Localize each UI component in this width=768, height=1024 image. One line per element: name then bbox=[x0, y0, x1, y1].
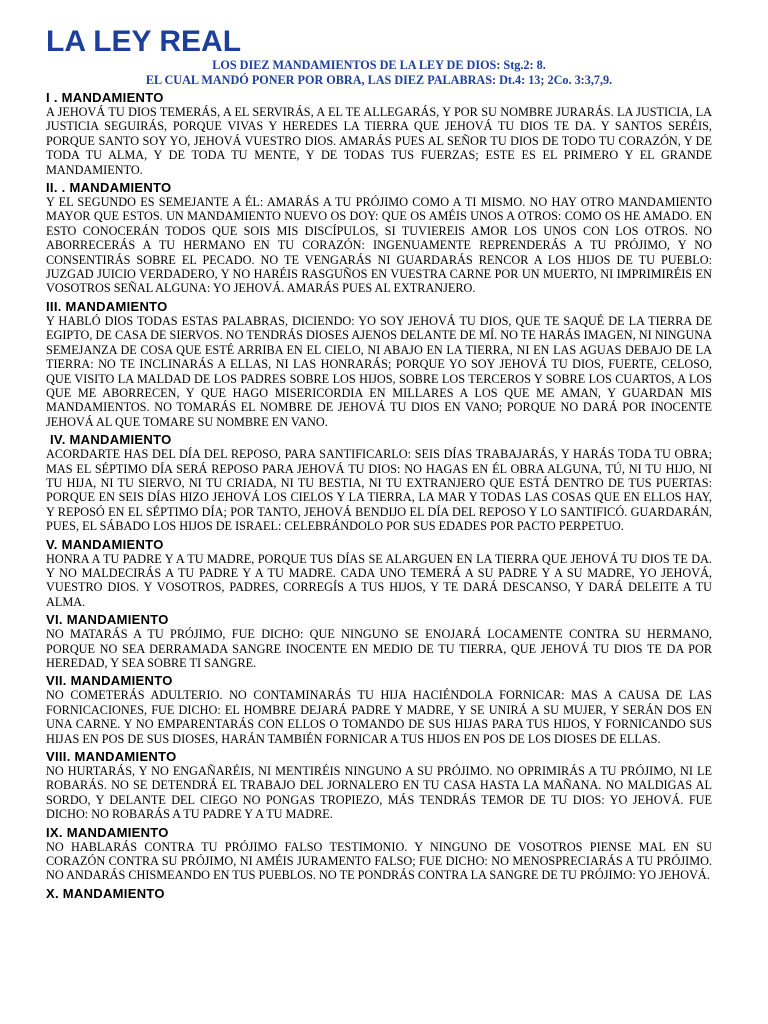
section-heading: VI. MANDAMIENTO bbox=[46, 612, 169, 628]
section-text: NO HURTARÁS, Y NO ENGAÑARÉIS, NI MENTIRÉIS NINGUNO A SU PRÓJIMO. NO OPRIMIRÁS A TU PRÓJIMO, NI LE ROBARÁS. NO SE DETENDRÁ EL TRABAJO DEL JORNALERO EN TU CASA HASTA LA MAÑANA. NO MALDIGAS AL SORDO, Y DELANTE DEL CIEGO NO PONGAS TROPIEZO, MÁS TENDRÁS TEMOR DE TU DIOS: YO JEHOVÁ. FUE DICHO: NO ROBARÁS A TU PADRE Y A TU MADRE. bbox=[46, 764, 712, 822]
section-heading: III. MANDAMIENTO bbox=[46, 298, 168, 314]
section-4 bbox=[46, 432, 712, 533]
section-10 bbox=[46, 886, 712, 901]
section-3 bbox=[46, 299, 712, 429]
section-text: NO COMETERÁS ADULTERIO. NO CONTAMINARÁS TU HIJA HACIÉNDOLA FORNICAR: MAS A CAUSA DE LAS FORNICACIONES, FUE DICHO: EL HOMBRE DEJARÁ PADRE Y MADRE, Y SE UNIRÁ A SU MUJER, Y SERÁN DOS EN UNA CARNE. Y NO EMPARENTARÁS CON ELLOS O TOMANDO DE SUS HIJAS PARA TUS HIJOS, Y FORNICANDO SUS HIJAS EN POS DE SUS DIOSES, HARÁN TAMBIÉN FORNICAR A TUS HIJOS EN POS DE LOS DIOSES DE ELLAS. bbox=[46, 688, 712, 746]
section-1 bbox=[46, 90, 712, 177]
section-heading: I . MANDAMIENTO bbox=[46, 90, 164, 105]
page-title: LA LEY REAL bbox=[46, 25, 242, 58]
section-text: ACORDARTE HAS DEL DÍA DEL REPOSO, PARA SANTIFICARLO: SEIS DÍAS TRABAJARÁS, Y HARÁS TODA TU OBRA; MAS EL SÉPTIMO DÍA SERÁ REPOSO PARA JEHOVÁ TU DIOS: NO HAGAS EN ÉL OBRA ALGUNA, TÚ, NI TU HIJO, NI TU HIJA, NI TU SIERVO, NI TU CRIADA, NI TU BESTIA, NI TU EXTRANJERO QUE ESTÁ DENTRO DE TUS PUERTAS: PORQUE EN SEIS DÍAS HIZO JEHOVÁ LOS CIELOS Y LA TIERRA, LA MAR Y TODAS LAS COSAS QUE EN ELLOS HAY, Y REPOSÓ EN EL SÉPTIMO DÍA; POR TANTO, JEHOVÁ BENDIJO EL DÍA DEL REPOSO Y LO SANTIFICÓ. GUARDARÁN, PUES, EL SÁBADO LOS HIJOS DE ISRAEL: CELEBRÁNDOLO POR SUS EDADES POR PACTO PERPETUO. bbox=[46, 447, 712, 534]
section-text: NO HABLARÁS CONTRA TU PRÓJIMO FALSO TESTIMONIO. Y NINGUNO DE VOSOTROS PIENSE MAL EN SU CORAZÓN CONTRA SU PRÓJIMO, NI AMÉIS JURAMENTO FALSO; FUE DICHO: NO MENOSPRECIARÁS A TU PRÓJIMO. NO ANDARÁS CHISMEANDO EN TUS PUEBLOS. NO TE PONDRÁS CONTRA LA SANGRE DE TU PRÓJIMO: YO JEHOVÁ. bbox=[46, 839, 712, 883]
section-heading: VIII. MANDAMIENTO bbox=[46, 749, 177, 765]
section-text: HONRA A TU PADRE Y A TU MADRE, PORQUE TUS DÍAS SE ALARGUEN EN LA TIERRA QUE JEHOVÁ TU DIOS TE DA. Y NO MALDECIRÁS A TU PADRE Y A TU MADRE. CADA UNO TEMERÁ A SU PADRE Y A SU MADRE, YO JEHOVÁ, VUESTRO DIOS. Y VOSOTROS, PADRES, CORREGÍS A TUS HIJOS, Y TE DARÁ DESCANSO, Y DARÁ DELEITE A TU ALMA. bbox=[46, 551, 712, 609]
section-7 bbox=[46, 673, 712, 746]
section-heading: X. MANDAMIENTO bbox=[46, 885, 165, 901]
subtitle-line-1: LOS DIEZ MANDAMIENTOS DE LA LEY DE DIOS: Stg.2: 8. bbox=[212, 58, 546, 72]
section-6 bbox=[46, 612, 712, 670]
section-text: Y HABLÓ DIOS TODAS ESTAS PALABRAS, DICIENDO: YO SOY JEHOVÁ TU DIOS, QUE TE SAQUÉ DE LA TIERRA DE EGIPTO, DE CASA DE SIERVOS. NO TENDRÁS DIOSES AJENOS DELANTE DE MÍ. NO TE HARÁS IMAGEN, NI NINGUNA SEMEJANZA DE COSA QUE ESTÉ ARRIBA EN EL CIELO, NI ABAJO EN LA TIERRA, NI EN LAS AGUAS DEBAJO DE LA TIERRA: NO TE INCLINARÁS A ELLAS, NI LAS HONRARÁS; PORQUE YO SOY JEHOVÁ TU DIOS, FUERTE, CELOSO, QUE VISITO LA MALDAD DE LOS PADRES SOBRE LOS HIJOS, SOBRE LOS TERCEROS Y SOBRE LOS CUARTOS, A LOS QUE ME ABORRECEN, Y QUE HAGO MISERICORDIA EN MILLARES A LOS QUE ME AMAN, Y GUARDAN MIS MANDAMIENTOS. NO TOMARÁS EL NOMBRE DE JEHOVÁ TU DIOS EN VANO; PORQUE NO DARÁ POR INOCENTE JEHOVÁ AL QUE TOMARE SU NOMBRE EN VANO. bbox=[46, 313, 712, 429]
section-heading: VII. MANDAMIENTO bbox=[46, 673, 173, 689]
section-9 bbox=[46, 825, 712, 883]
section-8 bbox=[46, 749, 712, 822]
section-text: Y EL SEGUNDO ES SEMEJANTE A ÉL: AMARÁS A TU PRÓJIMO COMO A TI MISMO. NO HAY OTRO MANDAMIENTO MAYOR QUE ESTOS. UN MANDAMIENTO NUEVO OS DOY: QUE OS AMÉIS UNOS A OTROS: COMO OS HE AMADO. EN ESTO CONOCERÁN TODOS QUE SOIS MIS DISCÍPULOS, SI TUVIEREIS AMOR LOS UNOS CON LOS OTROS. NO ABORRECERÁS A TU HERMANO EN TU CORAZÓN: INGENUAMENTE REPRENDERÁS A TU PRÓJIMO, Y NO CONSENTIRÁS SOBRE EL PECADO. NO TE VENGARÁS NI GUARDARÁS RENCOR A LOS HIJOS DE TU PUEBLO: JUZGAD JUICIO VERDADERO, Y NO HARÉIS RASGUÑOS EN VUESTRA CARNE POR UN MUERTO, NI IMPRIMIRÉIS EN VOSOTROS SEÑAL ALGUNA: YO JEHOVÁ. AMARÁS PUES AL EXTRANJERO. bbox=[46, 195, 712, 296]
section-text: A JEHOVÁ TU DIOS TEMERÁS, A EL SERVIRÁS, A EL TE ALLEGARÁS, Y POR SU NOMBRE JURARÁS. LA JUSTICIA, LA JUSTICIA SEGUIRÁS, PORQUE VIVAS Y HEREDES LA TIERRA QUE JEHOVÁ TU DIOS TE DA. Y SANTOS SERÉIS, PORQUE SANTO SOY YO, JEHOVÁ VUESTRO DIOS. AMARÁS PUES AL SEÑOR TU DIOS DE TODO TU CORAZÓN, Y DE TODA TU ALMA, Y DE TODA TU MENTE, Y DE TODAS TUS FUERZAS; ESTE ES EL PRIMERO Y EL GRANDE MANDAMIENTO. bbox=[46, 105, 712, 177]
section-heading: II. . MANDAMIENTO bbox=[46, 180, 172, 196]
subtitle-line-2: EL CUAL MANDÓ PONER POR OBRA, LAS DIEZ PALABRAS: Dt.4: 13; 2Co. 3:3,7,9. bbox=[145, 73, 613, 87]
section-text: NO MATARÁS A TU PRÓJIMO, FUE DICHO: QUE NINGUNO SE ENOJARÁ LOCAMENTE CONTRA SU HERMANO, PORQUE NO SEA DERRAMADA SANGRE INOCENTE EN MEDIO DE TU TIERRA, QUE JEHOVÁ TU DIOS TE DA POR HEREDAD, Y SEA SOBRE TI SANGRE. bbox=[46, 627, 712, 670]
section-heading: IV. MANDAMIENTO bbox=[50, 432, 172, 448]
section-2 bbox=[46, 180, 712, 296]
section-heading: IX. MANDAMIENTO bbox=[46, 824, 169, 840]
section-5 bbox=[46, 537, 712, 610]
section-heading: V. MANDAMIENTO bbox=[46, 536, 164, 552]
